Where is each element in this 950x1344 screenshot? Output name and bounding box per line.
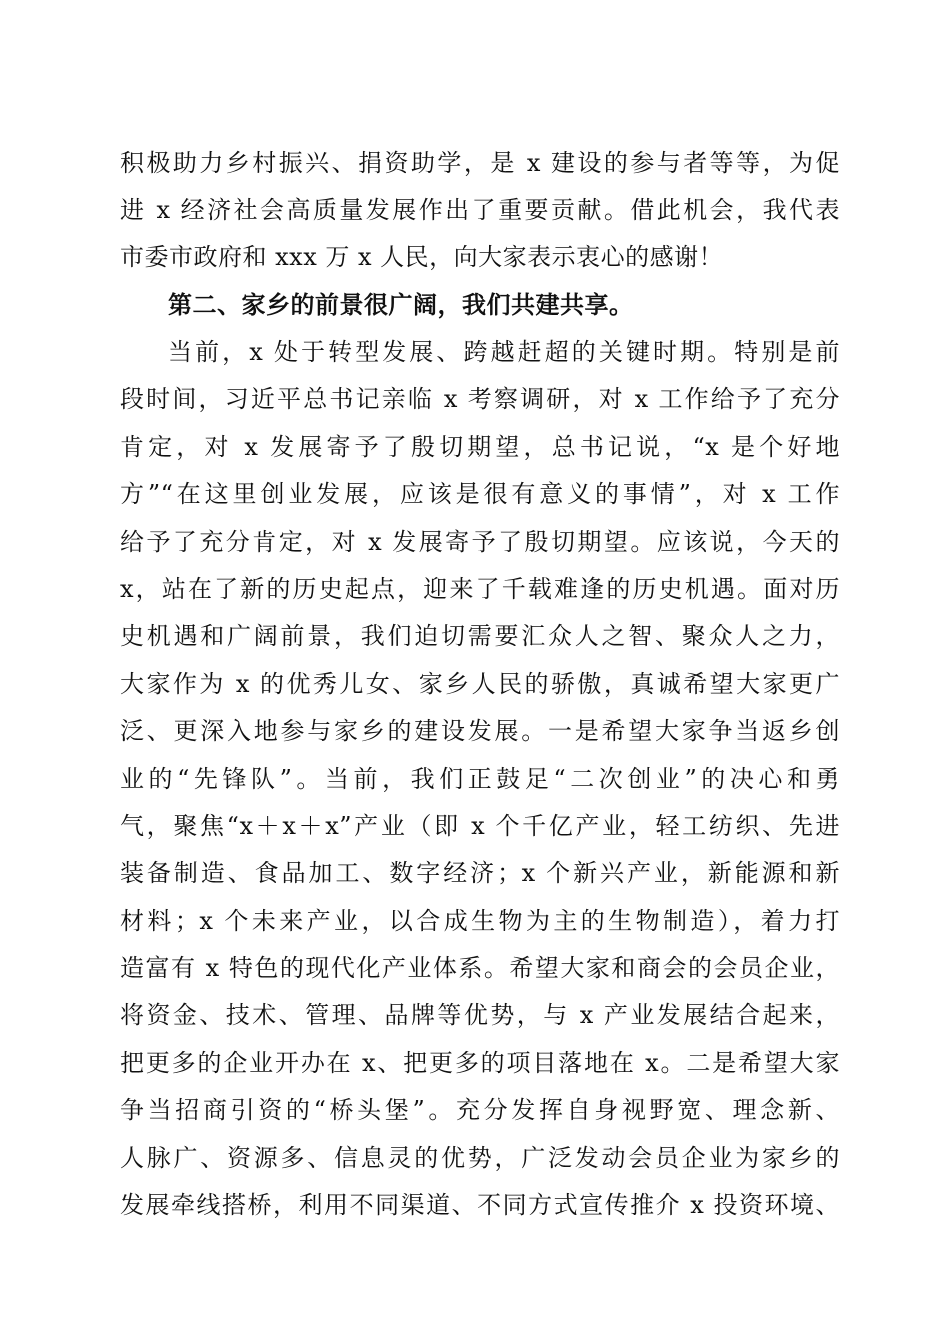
paragraph-line: 积极助力乡村振兴、捐资助学，是 x 建设的参与者等等，为促 bbox=[120, 149, 840, 177]
paragraph-line: 方”“在这里创业发展，应该是很有意义的事情”，对 x 工作 bbox=[120, 480, 840, 508]
paragraph-line: 将资金、技术、管理、品牌等优势，与 x 产业发展结合起来， bbox=[120, 1001, 840, 1029]
paragraph-line: 造富有 x 特色的现代化产业体系。希望大家和商会的会员企业， bbox=[120, 954, 840, 982]
paragraph-line: 发展牵线搭桥，利用不同渠道、不同方式宣传推介 x 投资环境、 bbox=[120, 1191, 840, 1219]
paragraph-line: 争当招商引资的“桥头堡”。充分发挥自身视野宽、理念新、 bbox=[120, 1096, 840, 1124]
paragraph-line: 当前，x 处于转型发展、跨越赶超的关键时期。特别是前 bbox=[168, 338, 840, 366]
paragraph-line: 肯定，对 x 发展寄予了殷切期望，总书记说，“x 是个好地 bbox=[120, 433, 840, 461]
paragraph-line: 进 x 经济社会高质量发展作出了重要贡献。借此机会，我代表 bbox=[120, 196, 840, 224]
paragraph-line: 材料；x 个未来产业，以合成生物为主的生物制造），着力打 bbox=[120, 907, 840, 935]
paragraph-line: 史机遇和广阔前景，我们迫切需要汇众人之智、聚众人之力， bbox=[120, 622, 840, 650]
paragraph-line: 气，聚焦“x＋x＋x”产业（即 x 个千亿产业，轻工纺织、先进 bbox=[120, 812, 840, 840]
paragraph-line: 市委市政府和 xxx 万 x 人民，向大家表示衷心的感谢！ bbox=[120, 243, 724, 271]
paragraph-line: 泛、更深入地参与家乡的建设发展。一是希望大家争当返乡创 bbox=[120, 717, 840, 745]
paragraph-line: 业的“先锋队”。当前，我们正鼓足“二次创业”的决心和勇 bbox=[120, 765, 840, 793]
paragraph-line: 把更多的企业开办在 x、把更多的项目落地在 x。二是希望大家 bbox=[120, 1049, 840, 1077]
paragraph-line: 给予了充分肯定，对 x 发展寄予了殷切期望。应该说，今天的 bbox=[120, 528, 840, 556]
paragraph-line: 段时间，习近平总书记亲临 x 考察调研，对 x 工作给予了充分 bbox=[120, 385, 840, 413]
section-heading: 第二、家乡的前景很广阔，我们共建共享。 bbox=[168, 290, 634, 319]
paragraph-line: 大家作为 x 的优秀儿女、家乡人民的骄傲，真诚希望大家更广 bbox=[120, 670, 840, 698]
paragraph-line: x，站在了新的历史起点，迎来了千载难逢的历史机遇。面对历 bbox=[120, 575, 840, 603]
paragraph-line: 装备制造、食品加工、数字经济；x 个新兴产业，新能源和新 bbox=[120, 859, 840, 887]
paragraph-line: 人脉广、资源多、信息灵的优势，广泛发动会员企业为家乡的 bbox=[120, 1144, 840, 1172]
